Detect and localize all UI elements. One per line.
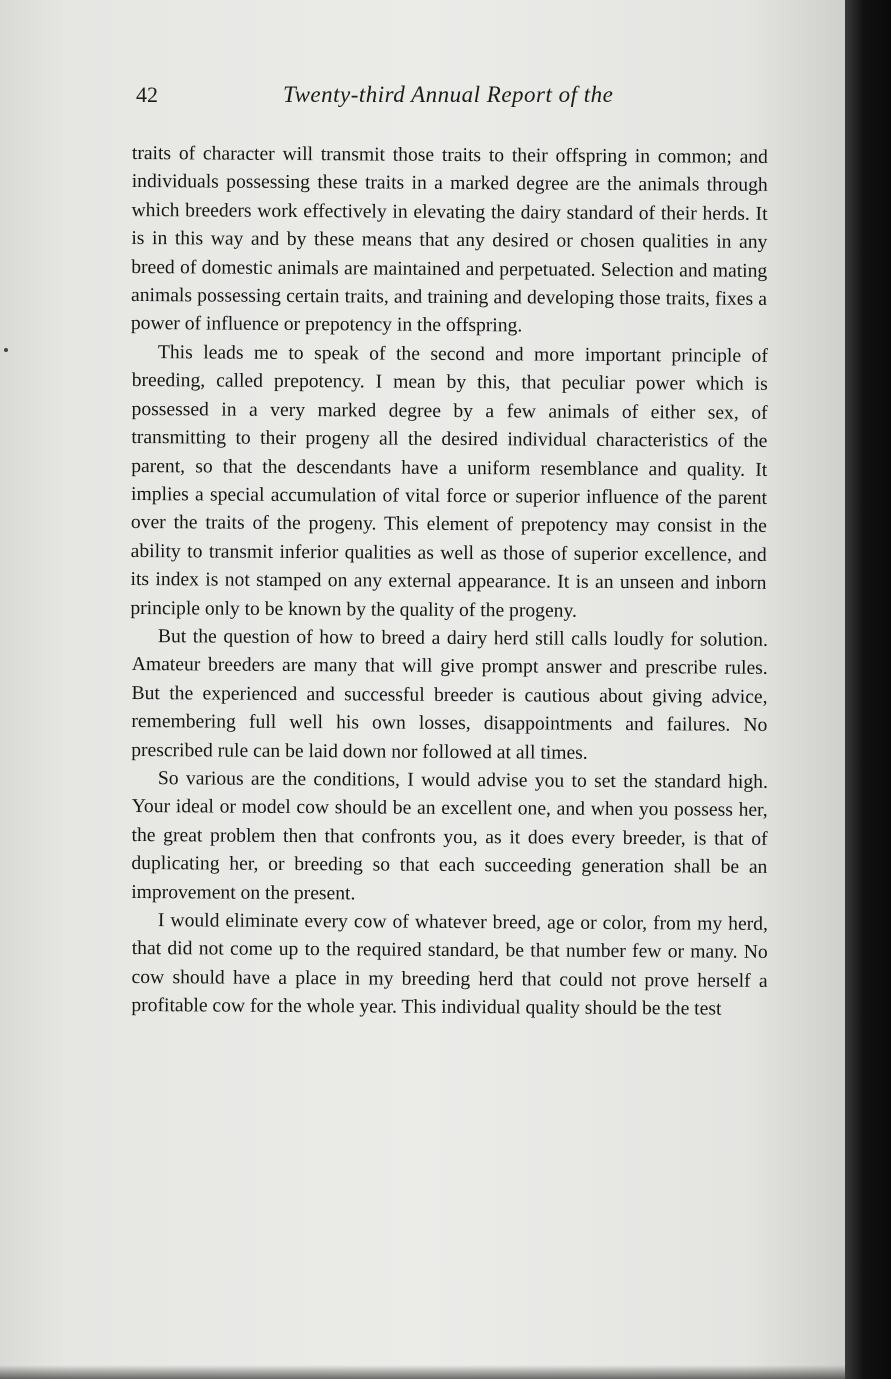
paragraph: traits of character will transmit those traits to their offspring in common; and individuals possessing these traits in a marked degree are the animals through which breeders work effectively in elevating the dairy standard of their herds. It is in this way and by these means that any desired or chosen qualities in any breed of domestic animals are maintained and perpetuated. Selection and mating animals possessing certain traits, and training and developing those traits, fixes a power of influence or prepotency in the offspring. xyxy=(130,142,768,337)
paragraph: I would eliminate every cow of whatever breed, age or color, from my herd, that did not come up to the required standard, be that number few or many. No cow should have a place in my breeding herd that could not prove herself a profitable cow for the whole year. This individual quality should be the test xyxy=(131,910,768,1020)
paragraph: So various are the conditions, I would advise you to set the standard high. Your ideal or model cow should be an excellent one, and when you possess her, the great problem then that confronts you, as it does every breeder, is that of duplicating her, or breeding so that each succeeding generation shall be an improvement on the present. xyxy=(131,768,768,904)
page-header xyxy=(133,82,773,116)
paragraph: This leads me to speak of the second and more important principle of breeding, called prepotency. I mean by this, that peculiar power which is possessed in a very marked degree by a few animals of either sex, of transmitting to their progeny all the desired individual characteristics of the parent, so that the descendants have a uniform resemblance and quality. It implies a special accumulation of vital force or superior influence of the parent over the traits of the progeny. This element of prepotency may consist in the ability to transmit inferior qualities as well as those of superior excellence, and its index is not stamped on any external appearance. It is an unseen and inborn principle only to be known by the quality of the progeny. xyxy=(130,342,768,622)
running-head: Twenty-third Annual Report of the xyxy=(283,82,614,107)
body-text xyxy=(132,140,768,1021)
book-spine-edge xyxy=(845,0,891,1379)
margin-speck xyxy=(4,348,8,352)
page-bottom-shadow xyxy=(0,1365,845,1379)
page-number: 42 xyxy=(136,82,158,107)
paragraph: But the question of how to breed a dairy herd still calls loudly for solution. Amateur breeders are many that will give prompt answer and prescribe rules. But the experienced and successful breeder is cautious about giving advice, remembering full well his own losses, disappointments and failures. No prescribed rule can be laid down nor followed at all times. xyxy=(131,626,768,764)
